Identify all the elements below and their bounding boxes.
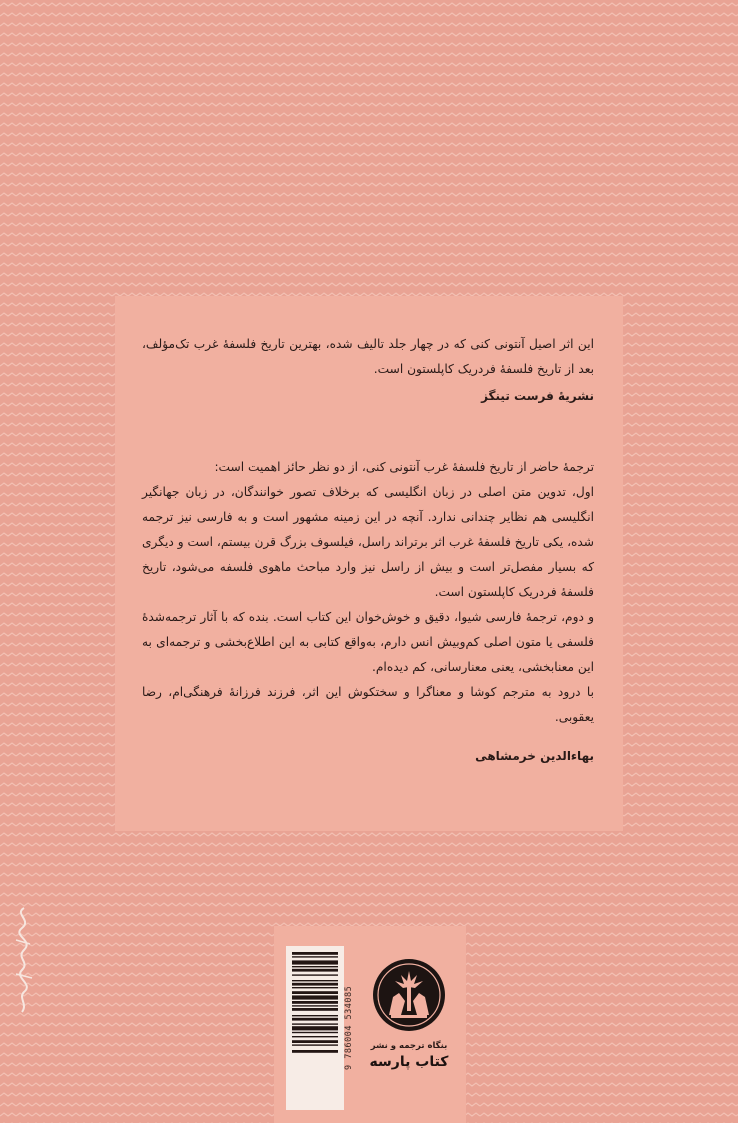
barcode-bar — [292, 966, 338, 967]
barcode-bar — [292, 1032, 338, 1033]
publisher-name: کتاب پارسه — [369, 1054, 449, 1070]
isbn-digits: 9 786004 534085 — [344, 985, 354, 1071]
barcode-bar — [292, 956, 338, 957]
barcode-bar — [292, 995, 338, 999]
barcode-bar — [292, 1026, 338, 1030]
barcode-bar — [292, 1001, 338, 1004]
preface-paragraph: اول، تدوین متن اصلی در زبان انگلیسی که برخلاف تصور خوانندگان، در زبان جهانگیر انگلیسی هم نظایر چندانی ندارد. آنچه در این زمینه مشهور است و به فارسی نیز ترجمه شده، یکی تاریخ فلسفهٔ غرب اثر برتراند راسل، فیلسوف بزرگ قرن بیستم، است و دیگری که بسیار مفصل‌تر است و بیش از راسل نیز وارد مباحث ماهوی فلسفه می‌شود، تاریخ فلسفهٔ فردریک کاپلستون است. — [142, 485, 594, 599]
persepolis-lamassu-seal-icon — [371, 957, 447, 1033]
barcode-bar — [292, 1015, 338, 1016]
barcode-bar — [292, 969, 338, 972]
preface-paragraph: با درود به مترجم کوشا و معناگرا و سختکوش این اثر، فرزند فرزانهٔ فرهنگی‌ام، رضا یعقوبی. — [142, 685, 594, 724]
barcode-bar — [292, 980, 338, 981]
barcode-bar — [292, 1044, 338, 1045]
preface-paragraph: ترجمهٔ حاضر از تاریخ فلسفهٔ غرب آنتونی کنی، از دو نظر حائز اهمیت است: — [214, 460, 594, 474]
barcode-bar — [292, 1023, 338, 1024]
barcode-bar — [292, 991, 338, 994]
preface-signature: بهاءالدین خرمشاهی — [475, 749, 594, 763]
barcode-bar — [292, 987, 338, 988]
barcode-bar — [292, 974, 338, 975]
isbn-barcode — [286, 946, 344, 1110]
back-cover-text — [142, 332, 594, 769]
barcode-bar — [292, 1040, 338, 1043]
preface-paragraph: و دوم، ترجمهٔ فارسی شیوا، دقیق و خوش‌خوان این کتاب است. بنده که با آثار ترجمه‌شدهٔ فلسفی یا متون اصلی کم‌وبیش انس دارم، به‌واقع کتابی به این اطلاع‌بخشی و ترجمه‌ای به این معنابخشی، یعنی معنارسانی، کم دیده‌ام. — [142, 610, 594, 674]
barcode-bar — [292, 983, 338, 986]
barcode-bar — [292, 960, 338, 964]
barcode-bar — [292, 1005, 338, 1006]
review-quote: این اثر اصیل آنتونی کنی که در چهار جلد تالیف شده، بهترین تاریخ فلسفهٔ غرب تک‌مؤلف، بعد از تاریخ فلسفهٔ فردریک کاپلستون است. — [142, 337, 594, 376]
review-source: نشریهٔ فرست تینگز — [481, 389, 594, 403]
barcode-bar — [292, 1036, 338, 1037]
barcode-bar — [292, 1018, 338, 1021]
barcode-bar — [292, 1008, 338, 1011]
handwritten-signature-icon — [4, 900, 44, 1020]
barcode-bar — [292, 952, 338, 955]
barcode-bar — [292, 1050, 338, 1053]
publisher-subtitle: بنگاه ترجمه و نشر — [370, 1041, 448, 1051]
